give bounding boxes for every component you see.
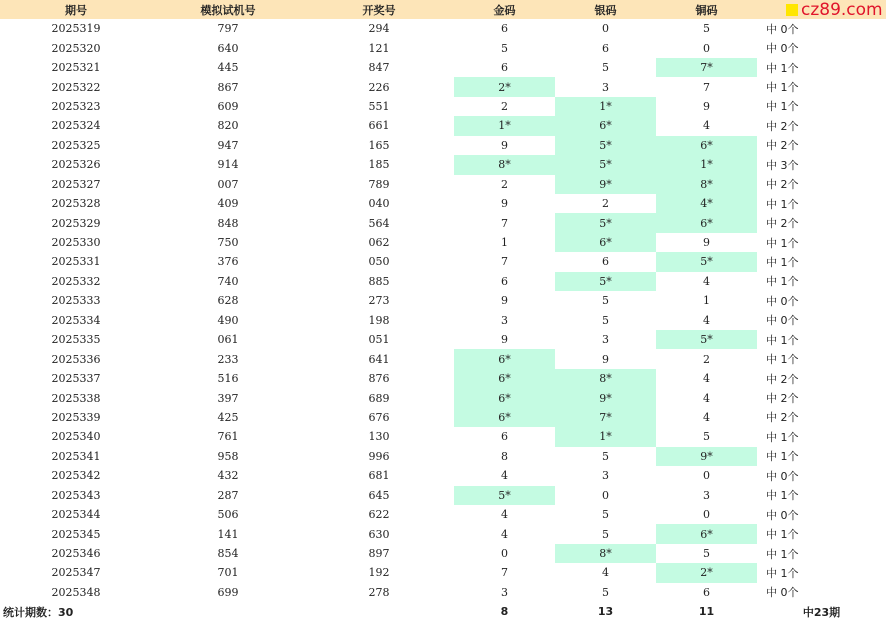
silver-code-cell: 5	[602, 527, 609, 541]
copper-code-cell: 4	[703, 372, 710, 386]
table-row	[0, 116, 886, 135]
table-row	[0, 233, 886, 252]
hit-result-cell: 中 1个	[766, 528, 799, 542]
table-row	[0, 311, 886, 330]
draw-number-cell: 681	[368, 469, 390, 483]
copper-code-cell: 0	[703, 41, 710, 55]
gold-code-cell: 9	[501, 197, 508, 211]
table-row	[0, 291, 886, 310]
draw-number-cell: 789	[368, 177, 390, 191]
sim-number-cell: 490	[217, 313, 239, 327]
gold-code-cell: 7	[501, 255, 508, 269]
hit-result-cell: 中 3个	[766, 158, 799, 172]
logo-square-icon	[786, 4, 798, 16]
sim-number-cell: 740	[217, 274, 239, 288]
draw-number-cell: 689	[368, 391, 390, 405]
hit-result-cell: 中 1个	[766, 81, 799, 95]
summary-silver-total: 13	[597, 605, 614, 619]
gold-code-cell: 6	[501, 61, 508, 75]
hit-result-cell: 中 0个	[766, 42, 799, 56]
period-cell: 2025329	[51, 216, 101, 230]
gold-code-cell: 6	[501, 430, 508, 444]
hit-result-cell: 中 1个	[766, 255, 799, 269]
copper-code-cell: 7*	[656, 58, 757, 77]
gold-code-cell: 1*	[454, 116, 555, 135]
gold-code-cell: 8*	[454, 155, 555, 174]
gold-code-cell: 3	[501, 313, 508, 327]
gold-code-cell: 4	[501, 508, 508, 522]
copper-code-cell: 5	[703, 430, 710, 444]
sim-number-cell: 432	[217, 469, 239, 483]
sim-number-cell: 701	[217, 566, 239, 580]
sim-number-cell: 141	[217, 527, 239, 541]
table-row	[0, 272, 886, 291]
period-cell: 2025337	[51, 372, 101, 386]
gold-code-cell: 9	[501, 138, 508, 152]
table-row	[0, 388, 886, 407]
copper-code-cell: 5	[703, 22, 710, 36]
hit-result-cell: 中 1个	[766, 547, 799, 561]
copper-code-cell: 9	[703, 236, 710, 250]
period-cell: 2025336	[51, 352, 101, 366]
sim-number-cell: 848	[217, 216, 239, 230]
sim-number-cell: 947	[217, 138, 239, 152]
summary-gold-total: 8	[500, 605, 509, 619]
gold-code-cell: 6*	[454, 388, 555, 407]
hit-result-cell: 中 0个	[766, 294, 799, 308]
hit-result-cell: 中 1个	[766, 275, 799, 289]
table-row	[0, 175, 886, 194]
col-header-draw: 开奖号	[304, 0, 454, 19]
copper-code-cell: 0	[703, 508, 710, 522]
hit-result-cell: 中 0个	[766, 22, 799, 36]
hit-result-cell: 中 2个	[766, 392, 799, 406]
sim-number-cell: 007	[217, 177, 239, 191]
period-cell: 2025333	[51, 294, 101, 308]
silver-code-cell: 3	[602, 469, 609, 483]
silver-code-cell: 8*	[555, 369, 656, 388]
hit-result-cell: 中 1个	[766, 197, 799, 211]
summary-label: 统计期数：30	[3, 605, 74, 619]
period-cell: 2025346	[51, 547, 101, 561]
sim-number-cell: 867	[217, 80, 239, 94]
silver-code-cell: 5*	[555, 155, 656, 174]
copper-code-cell: 5*	[656, 252, 757, 271]
silver-code-cell: 5	[602, 508, 609, 522]
table-row	[0, 19, 886, 38]
copper-code-cell: 7	[703, 80, 710, 94]
summary-row	[0, 602, 886, 621]
copper-code-cell: 6*	[656, 136, 757, 155]
copper-code-cell: 1	[703, 294, 710, 308]
hit-result-cell: 中 2个	[766, 372, 799, 386]
table-row	[0, 38, 886, 57]
col-header-silver: 银码	[555, 0, 656, 19]
period-cell: 2025331	[51, 255, 101, 269]
draw-number-cell: 897	[368, 547, 390, 561]
copper-code-cell: 0	[703, 469, 710, 483]
silver-code-cell: 6	[602, 255, 609, 269]
silver-code-cell: 5*	[555, 136, 656, 155]
hit-result-cell: 中 0个	[766, 469, 799, 483]
table-row	[0, 194, 886, 213]
silver-code-cell: 6	[602, 41, 609, 55]
gold-code-cell: 3	[501, 585, 508, 599]
copper-code-cell: 6*	[656, 213, 757, 232]
period-cell: 2025343	[51, 488, 101, 502]
table-row	[0, 252, 886, 271]
draw-number-cell: 051	[368, 333, 390, 347]
draw-number-cell: 294	[368, 22, 390, 36]
hit-result-cell: 中 1个	[766, 430, 799, 444]
table-row	[0, 77, 886, 96]
table-row	[0, 97, 886, 116]
period-cell: 2025345	[51, 527, 101, 541]
period-cell: 2025332	[51, 274, 101, 288]
copper-code-cell: 4	[703, 391, 710, 405]
sim-number-cell: 797	[217, 22, 239, 36]
draw-number-cell: 630	[368, 527, 390, 541]
gold-code-cell: 8	[501, 449, 508, 463]
silver-code-cell: 7*	[555, 408, 656, 427]
draw-number-cell: 050	[368, 255, 390, 269]
sim-number-cell: 699	[217, 585, 239, 599]
hit-result-cell: 中 2个	[766, 411, 799, 425]
table-row	[0, 427, 886, 446]
copper-code-cell: 4	[703, 119, 710, 133]
period-cell: 2025339	[51, 410, 101, 424]
draw-number-cell: 062	[368, 236, 390, 250]
hit-result-cell: 中 1个	[766, 489, 799, 503]
logo-text: cz89.com	[801, 0, 883, 20]
gold-code-cell: 5*	[454, 486, 555, 505]
draw-number-cell: 551	[368, 99, 390, 113]
gold-code-cell: 6*	[454, 349, 555, 368]
silver-code-cell: 5	[602, 585, 609, 599]
copper-code-cell: 4	[703, 313, 710, 327]
hit-result-cell: 中 0个	[766, 508, 799, 522]
table-row	[0, 563, 886, 582]
site-logo-link[interactable]	[780, 0, 886, 19]
draw-number-cell: 645	[368, 488, 390, 502]
summary-result-total: 中23期	[802, 605, 841, 619]
table-row	[0, 136, 886, 155]
sim-number-cell: 628	[217, 294, 239, 308]
hit-result-cell: 中 1个	[766, 100, 799, 114]
hit-result-cell: 中 1个	[766, 236, 799, 250]
col-header-gold: 金码	[454, 0, 555, 19]
silver-code-cell: 1*	[555, 427, 656, 446]
summary-copper-total: 11	[698, 605, 715, 619]
copper-code-cell: 4*	[656, 194, 757, 213]
gold-code-cell: 4	[501, 469, 508, 483]
col-header-sim: 模拟试机号	[152, 0, 304, 19]
gold-code-cell: 9	[501, 294, 508, 308]
draw-number-cell: 847	[368, 61, 390, 75]
gold-code-cell: 5	[501, 41, 508, 55]
silver-code-cell: 0	[602, 22, 609, 36]
hit-result-cell: 中 2个	[766, 139, 799, 153]
sim-number-cell: 761	[217, 430, 239, 444]
silver-code-cell: 4	[602, 566, 609, 580]
silver-code-cell: 0	[602, 488, 609, 502]
hit-result-cell: 中 1个	[766, 450, 799, 464]
draw-number-cell: 226	[368, 80, 390, 94]
sim-number-cell: 914	[217, 158, 239, 172]
silver-code-cell: 5*	[555, 213, 656, 232]
sim-number-cell: 750	[217, 236, 239, 250]
draw-number-cell: 192	[368, 566, 390, 580]
sim-number-cell: 376	[217, 255, 239, 269]
table-body	[0, 19, 886, 602]
draw-number-cell: 876	[368, 372, 390, 386]
copper-code-cell: 2*	[656, 563, 757, 582]
silver-code-cell: 6*	[555, 116, 656, 135]
copper-code-cell: 1*	[656, 155, 757, 174]
copper-code-cell: 6	[703, 585, 710, 599]
table-row	[0, 486, 886, 505]
table-row	[0, 349, 886, 368]
gold-code-cell: 0	[501, 547, 508, 561]
table-row	[0, 466, 886, 485]
table-row	[0, 330, 886, 349]
hit-result-cell: 中 0个	[766, 586, 799, 600]
silver-code-cell: 9	[602, 352, 609, 366]
period-cell: 2025348	[51, 585, 101, 599]
gold-code-cell: 1	[501, 236, 508, 250]
copper-code-cell: 9	[703, 99, 710, 113]
draw-number-cell: 622	[368, 508, 390, 522]
draw-number-cell: 130	[368, 430, 390, 444]
period-cell: 2025327	[51, 177, 101, 191]
period-cell: 2025323	[51, 99, 101, 113]
col-header-copper: 铜码	[656, 0, 757, 19]
sim-number-cell: 854	[217, 547, 239, 561]
draw-number-cell: 198	[368, 313, 390, 327]
period-cell: 2025321	[51, 61, 101, 75]
table-row	[0, 544, 886, 563]
sim-number-cell: 609	[217, 99, 239, 113]
silver-code-cell: 5	[602, 313, 609, 327]
draw-number-cell: 676	[368, 410, 390, 424]
period-cell: 2025319	[51, 22, 101, 36]
silver-code-cell: 9*	[555, 388, 656, 407]
copper-code-cell: 2	[703, 352, 710, 366]
copper-code-cell: 6*	[656, 524, 757, 543]
silver-code-cell: 9*	[555, 175, 656, 194]
gold-code-cell: 7	[501, 216, 508, 230]
table-row	[0, 213, 886, 232]
period-cell: 2025320	[51, 41, 101, 55]
gold-code-cell: 6*	[454, 408, 555, 427]
copper-code-cell: 8*	[656, 175, 757, 194]
hit-result-cell: 中 0个	[766, 314, 799, 328]
period-cell: 2025325	[51, 138, 101, 152]
draw-number-cell: 885	[368, 274, 390, 288]
table-row	[0, 58, 886, 77]
period-cell: 2025334	[51, 313, 101, 327]
gold-code-cell: 4	[501, 527, 508, 541]
hit-result-cell: 中 2个	[766, 178, 799, 192]
period-cell: 2025328	[51, 197, 101, 211]
silver-code-cell: 3	[602, 80, 609, 94]
silver-code-cell: 5	[602, 61, 609, 75]
table-row	[0, 369, 886, 388]
copper-code-cell: 5	[703, 547, 710, 561]
hit-result-cell: 中 2个	[766, 119, 799, 133]
period-cell: 2025341	[51, 449, 101, 463]
silver-code-cell: 5	[602, 449, 609, 463]
table-row	[0, 524, 886, 543]
silver-code-cell: 5*	[555, 272, 656, 291]
period-cell: 2025342	[51, 469, 101, 483]
sim-number-cell: 233	[217, 352, 239, 366]
sim-number-cell: 506	[217, 508, 239, 522]
period-cell: 2025330	[51, 236, 101, 250]
draw-number-cell: 641	[368, 352, 390, 366]
sim-number-cell: 820	[217, 119, 239, 133]
sim-number-cell: 397	[217, 391, 239, 405]
draw-number-cell: 661	[368, 119, 390, 133]
hit-result-cell: 中 1个	[766, 333, 799, 347]
copper-code-cell: 9*	[656, 447, 757, 466]
draw-number-cell: 185	[368, 158, 390, 172]
hit-result-cell: 中 1个	[766, 61, 799, 75]
gold-code-cell: 6	[501, 22, 508, 36]
gold-code-cell: 9	[501, 333, 508, 347]
period-cell: 2025340	[51, 430, 101, 444]
draw-number-cell: 278	[368, 585, 390, 599]
table-row	[0, 447, 886, 466]
period-cell: 2025344	[51, 508, 101, 522]
hit-result-cell: 中 1个	[766, 566, 799, 580]
copper-code-cell: 4	[703, 274, 710, 288]
gold-code-cell: 2	[501, 177, 508, 191]
sim-number-cell: 958	[217, 449, 239, 463]
sim-number-cell: 445	[217, 61, 239, 75]
sim-number-cell: 640	[217, 41, 239, 55]
gold-code-cell: 2*	[454, 77, 555, 96]
sim-number-cell: 425	[217, 410, 239, 424]
hit-result-cell: 中 2个	[766, 217, 799, 231]
draw-number-cell: 564	[368, 216, 390, 230]
sim-number-cell: 287	[217, 488, 239, 502]
copper-code-cell: 3	[703, 488, 710, 502]
draw-number-cell: 273	[368, 294, 390, 308]
table-row	[0, 408, 886, 427]
period-cell: 2025338	[51, 391, 101, 405]
silver-code-cell: 3	[602, 333, 609, 347]
table-header-row	[0, 0, 886, 19]
period-cell: 2025322	[51, 80, 101, 94]
silver-code-cell: 1*	[555, 97, 656, 116]
period-cell: 2025347	[51, 566, 101, 580]
table-row	[0, 583, 886, 602]
gold-code-cell: 6*	[454, 369, 555, 388]
period-cell: 2025335	[51, 333, 101, 347]
sim-number-cell: 061	[217, 333, 239, 347]
gold-code-cell: 6	[501, 274, 508, 288]
col-header-period: 期号	[0, 0, 152, 19]
sim-number-cell: 516	[217, 372, 239, 386]
gold-code-cell: 2	[501, 99, 508, 113]
period-cell: 2025326	[51, 158, 101, 172]
period-cell: 2025324	[51, 119, 101, 133]
copper-code-cell: 4	[703, 410, 710, 424]
silver-code-cell: 2	[602, 197, 609, 211]
gold-code-cell: 7	[501, 566, 508, 580]
table-row	[0, 155, 886, 174]
silver-code-cell: 8*	[555, 544, 656, 563]
silver-code-cell: 6*	[555, 233, 656, 252]
copper-code-cell: 5*	[656, 330, 757, 349]
draw-number-cell: 040	[368, 197, 390, 211]
silver-code-cell: 5	[602, 294, 609, 308]
table-row	[0, 505, 886, 524]
hit-result-cell: 中 1个	[766, 353, 799, 367]
sim-number-cell: 409	[217, 197, 239, 211]
draw-number-cell: 165	[368, 138, 390, 152]
draw-number-cell: 996	[368, 449, 390, 463]
draw-number-cell: 121	[368, 41, 390, 55]
